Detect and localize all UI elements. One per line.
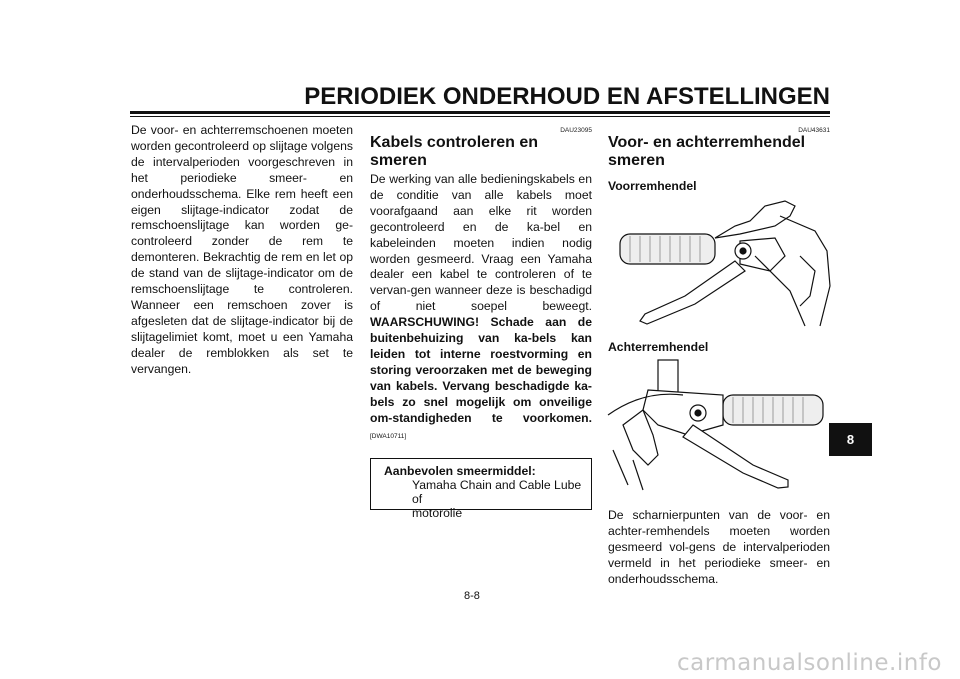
warning-text: WAARSCHUWING! Schade aan de buitenbehuizing van ka-bels kan leiden tot interne roestvorming en storing veroorzaken met de beweging van kabels. Vervang beschadigde ka-bels zo snel mogelijk om onveilige om-standigheden te voorkomen. (370, 315, 592, 425)
cables-text: De werking van alle bedieningskabels en de conditie van alle kabels moet voorafgaand aan elke rit worden gecontroleerd en de ka-bel en kabeleinden moeten indien nodig worden gesmeerd. Vraag een Yamaha dealer een kabel te controleren of te vervan-gen wanneer deze is beschadigd of niet soepel beweegt. (370, 172, 592, 314)
page-number: 8-8 (464, 590, 480, 602)
column-left (131, 123, 353, 378)
rear-brake-lever-illustration (603, 355, 828, 493)
chapter-tab: 8 (829, 423, 872, 456)
front-brake-lever-illustration (615, 196, 833, 331)
section-title-lever-2: smeren (608, 152, 665, 169)
section-title-cables: Kabels controleren en smeren (370, 134, 539, 169)
header-rule-thin (130, 116, 830, 117)
lubricant-line-2: motorolie (412, 506, 463, 521)
column-middle (370, 123, 592, 521)
rear-lever-heading: Achterremhendel (608, 340, 709, 354)
page-header-title: PERIODIEK ONDERHOUD EN AFSTELLINGEN (304, 83, 830, 110)
section-title-lever-1: Voor- en achterremhendel (608, 134, 806, 151)
cables-paragraph (370, 172, 592, 444)
brake-shoe-paragraph: De voor- en achterremschoenen moeten worden gecontroleerd op slijtage volgens de intervalperioden voorgeschreven in het periodieke smeer- en onderhoudsschema. Elke rem heeft een eigen slijtage-indicator zodat de remschoenslijtage kan worden ge-controleerd zonder de rem te demonteren. Bekrachtig de rem en let op de stand van de slijtage-indicator om de remschoenslijtage te controleren. Wanneer een remschoen zover is afgesleten dat de slijtage-indicator bij de slijtagelimiet komt, moet u een Yamaha dealer de remblokken als set te vervangen. (131, 123, 353, 376)
section-code: DAU23095 (560, 127, 592, 134)
front-lever-heading: Voorremhendel (608, 179, 697, 193)
lubricant-box (370, 458, 592, 521)
header-rule (130, 111, 830, 114)
column-right (608, 123, 830, 172)
watermark: carmanualsonline.info (676, 650, 942, 676)
lubricant-line-1: Yamaha Chain and Cable Lube of (412, 478, 582, 507)
warning-code: [DWA10711] (370, 432, 407, 440)
lubricant-box-title: Aanbevolen smeermiddel: (384, 464, 536, 479)
lever-lubrication-paragraph: De scharnierpunten van de voor- en achter-remhendels moeten worden gesmeerd vol-gens de intervalperioden vermeld in het periodieke smeer- en onderhoudsschema. (608, 508, 830, 586)
section-code-lever: DAU43631 (798, 127, 830, 134)
